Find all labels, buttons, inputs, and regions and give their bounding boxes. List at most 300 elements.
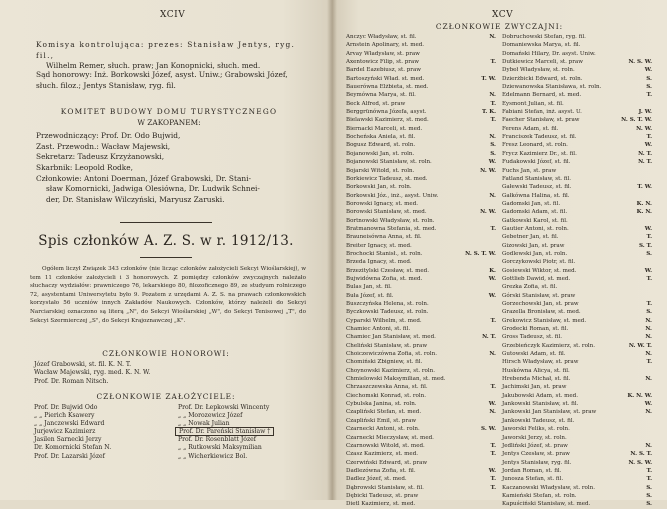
member-row [346,317,496,325]
member-row [502,33,652,41]
member-row [346,484,496,492]
member-name: Domański Hilary, Dr. asyst. Uniw. [502,50,596,57]
honorary-heading: CZŁONKOWIE HONOROWI: [102,349,230,358]
member-sections: T. W. [637,184,652,191]
member-sections: W. [488,159,496,166]
divider [140,257,192,258]
member-name: Gadomski Adam, st. fil. [502,209,568,216]
member-row [346,308,496,316]
member-name: Grodecki Roman, st. fil. [502,326,569,333]
member-sections: T. [490,100,496,107]
member-row [346,342,496,350]
member-name: Anczyc Władysław, st. fil. [346,34,417,40]
member-sections: N. T. [638,159,652,166]
member-sections: S. [490,142,496,149]
member-sections: N. S. T. W. [621,117,652,124]
member-row [502,350,652,358]
member-name: Brochocki Stanisł., st. roln. [346,250,423,257]
committee-line: Zast. Przewodn.: Wacław Majewski, [36,141,171,151]
member-row [502,267,652,275]
member-row [346,300,496,308]
member-row [502,175,652,183]
member-sections: T. [490,451,496,458]
member-sections: K. N. [636,209,652,216]
member-row [346,83,496,91]
member-name: Borkiewicz Tadeusz, st. med. [346,175,428,182]
member-name: Fatland Stanisław, st. fil. [502,175,572,182]
member-sections [494,66,496,74]
member-sections [494,392,496,400]
member-sections [650,434,652,442]
member-name: Godlewski Jan, st. roln. [502,250,568,257]
page-title: Spis członków A. Z. S. w r. 1912/13. [38,233,294,249]
list-item: „ „ Nowak Julian [178,420,230,428]
member-sections: W. [644,67,652,74]
member-name: Gross Tadeusz, st. fil. [502,334,562,341]
left-page [0,0,332,500]
member-name: Gautier Antoni, st. roln. [502,225,569,232]
member-name: Eysmont Julian, st. fil. [502,100,564,107]
member-sections: S. [646,309,652,316]
member-row [346,467,496,475]
member-sections: T. [646,134,652,141]
committee-subtitle: W ZAKOPANEM: [137,117,201,127]
ordinary-members-heading: CZŁONKOWIE ZWYCZAJNI: [435,22,564,31]
member-sections: T. [490,476,496,483]
member-name: Junosza Stefan, st. fil. [502,476,564,483]
member-name: Borkowski Jan, st. roln. [346,184,412,191]
member-row [346,325,496,333]
member-name: Jordan Roman, st. fil. [502,467,562,474]
member-sections: K. [489,267,496,274]
member-sections: T. [646,467,652,474]
member-row [346,275,496,283]
members-column-2 [502,33,652,509]
member-row [346,192,496,200]
member-row [502,450,652,458]
member-row [346,250,496,258]
member-sections: N. S. W. [628,459,652,466]
committee-line: Sekretarz: Tadeusz Krzyżanowski, [36,152,165,162]
member-name: Buła Józef, st. fil. [346,292,394,299]
member-row [346,283,496,291]
member-sections: S. [646,492,652,499]
member-row [502,158,652,166]
member-row [346,459,496,467]
member-name: Bocheńska Aniela, st. fil. [346,134,416,141]
member-name: Jankowski Tadeusz, st. fil. [502,417,575,424]
list-item: Jurjewicz Kazimierz [34,428,96,436]
member-sections [494,217,496,225]
member-name: Hrebenda Michał, st. fil. [502,376,571,383]
member-name: Cyparski Wilhelm, st. med. [346,317,422,324]
member-name: Dybeł Władysław, st. roln. [502,67,575,74]
members-column-1 [346,33,496,509]
member-row [502,375,652,383]
member-sections [494,125,496,133]
member-row [502,383,652,391]
member-name: Grezka Zofia, st. fil. [502,284,558,291]
founders-list-right [178,404,306,461]
founders-list-left [34,404,159,461]
member-sections: W. [488,467,496,474]
member-sections: N. [489,192,496,199]
member-name: Bauerówna Elżbieta, st. med. [346,84,429,91]
member-sections: N. W. [636,125,652,132]
member-name: Gałewski Tadeusz, st. fil. [502,184,572,191]
member-name: Breiter Ignacy, st. med. [346,242,412,249]
member-sections: T. [646,234,652,241]
member-sections: T. [646,92,652,99]
member-sections: N. S. W. [628,59,652,66]
committee-title: KOMITET BUDOWY DOMU TURYSTYCZNEGO [60,107,278,116]
member-sections: W. [644,267,652,274]
member-name: Grazella Bronisław, st. med. [502,309,581,316]
member-name: Choynowski Kazimierz, st. roln. [346,367,435,374]
member-name: Gadomski Jan, st. fil. [502,200,561,207]
member-sections: T. [490,117,496,124]
member-sections: T. [490,484,496,491]
member-name: Dziewanowska Stanisława, st. roln. [502,84,602,91]
member-row [346,233,496,241]
member-sections [494,459,496,467]
member-name: Axentowicz Filip, st. praw [346,59,419,66]
list-item: „ „ Morozewicz Józef [178,412,243,420]
committee-line: der, Dr. Stanisław Wilczyński, Maryusz Zaruski. [46,194,225,204]
member-row [502,392,652,400]
member-name: Czapliński Emil, st. praw [346,417,417,424]
member-sections [650,167,652,175]
member-row [502,141,652,149]
member-sections: S. [646,501,652,508]
member-row [502,434,652,442]
commission-line: Wilhelm Remer, słuch. praw; Jan Konopnicki, słuch. med. [46,61,261,71]
member-row [346,383,496,391]
member-sections: N. T. [482,334,496,341]
member-row [502,167,652,175]
member-sections: N. W. [480,167,496,174]
member-sections: W. [644,225,652,232]
member-sections: N. [645,409,652,416]
member-name: Gorzechowski Jan, st. praw [502,301,579,307]
commission-line: Komisya kontrolująca: prezes: Stanisław Jentys, ryg. fil., [36,40,296,60]
member-sections: T. [490,225,496,232]
member-row [502,367,652,375]
member-row [346,150,496,158]
member-sections: T. [490,442,496,449]
member-sections [494,258,496,266]
member-sections: W. [488,292,496,299]
list-item: „ „ Wicherkiewicz Bol. [178,452,248,460]
member-sections: T. K. [481,109,496,116]
commission-line: Sąd honorowy: Inż. Borkowski Józef, asyst. Uniw.; Grabowski Józef, słuch. filoz.; Jentys Stanisław, ryg. fil. [36,70,288,90]
member-sections: S. [646,84,652,91]
intro-paragraph: Ogółem liczył Związek 343 członków (nie licząc członków założycieli Sekcyi Wioślarskiej), w tem 11 członków założycieli i 3 honorowych. Z pomiędzy członków zwyczajnych należało słuchaczy wydziałów: prawniczego 76, lekarskiego 80, filozoficznego 89, ze studyum rolniczego 72, asystentami Uniwersytetu było 9. Pozatem z urzędami A. Z. S. na prawach członkowskich korzystało 56 uczniów innych Zakładów Naukowych. Członków, którzy należeli do Sekcyi Narciarskiej oznaczono są literą „N", do Sekcyi Wioślarskiej „W", do Sekcyi Tenisowej „T", do Sekcyi Szermierczej „S", do Sekcyi Krajoznawczej „K". [30,266,306,324]
member-row [502,108,652,116]
member-name: Grekowicz Stanisław, st. med. [502,317,587,324]
honorary-list [34,361,150,386]
member-name: Chmielowski Maksymilian, st. med. [346,376,446,383]
member-row [502,400,652,408]
member-row [502,317,652,325]
member-row [346,116,496,124]
list-item: Jasilen Sarnecki Jerzy [34,436,102,444]
member-sections: K. N. [636,200,652,207]
member-name: Dąbrowski Stanisław, st. fil. [346,484,424,491]
member-row [502,475,652,483]
committee-line: Przewodniczący: Prof. Dr. Odo Bujwid, [36,131,181,141]
member-sections [494,367,496,375]
member-row [346,75,496,83]
member-sections: K. N. W. [627,392,652,399]
member-name: Czerwiński Edward, st. praw [346,459,428,466]
member-name: Czarnecki Mieczysław, st. med. [346,434,434,441]
member-sections [650,383,652,391]
member-sections [494,358,496,366]
member-sections: N. [489,134,496,141]
member-name: Jedliński Józef, st. praw [502,442,568,449]
member-row [346,358,496,366]
member-sections: N. [645,351,652,358]
member-sections: N. [645,326,652,333]
member-name: Jankowski Jan Stanisław, st. praw [502,409,597,416]
member-sections: S. T. [638,242,652,249]
member-row [346,258,496,266]
list-item: Prof. Dr. Roman Nitsch. [34,377,109,385]
member-sections: N. [645,376,652,383]
list-item-boxed: Prof. Dr. Pareński Stanisław † [178,428,306,436]
member-sections: N. S. T. W. [465,250,496,257]
member-sections: T. [490,384,496,391]
member-row [346,133,496,141]
member-name: Cybulska Janina, st. roln. [346,401,417,408]
member-sections [650,33,652,41]
founders-heading: CZŁONKOWIE ZAŁOŻYCIELE: [96,392,236,401]
member-row [502,408,652,416]
member-name: Czarnowski Witold, st. med. [346,442,425,449]
member-name: Borkowski Józ., inż., asyst. Uniw. [346,192,439,199]
member-sections [650,192,652,200]
member-sections: S. W. [481,426,496,433]
member-row [346,225,496,233]
member-row [346,434,496,442]
member-row [346,41,496,49]
member-sections: T. [646,476,652,483]
member-row [346,33,496,41]
member-row [502,358,652,366]
member-row [502,442,652,450]
member-name: Borowski Ignacy, st. med. [346,200,419,207]
member-row [502,308,652,316]
right-page [332,0,667,508]
member-name: Bogusz Edward, st. roln. [346,142,416,149]
member-name: Edelmann Bernard, st. med. [502,92,582,99]
member-name: Arnstein Apolinary, st. med. [346,42,425,49]
member-name: Brauneisówna Anna, st. fil. [346,234,422,241]
member-row [346,442,496,450]
member-row [346,242,496,250]
member-sections: S. [646,75,652,82]
member-row [346,175,496,183]
member-sections [494,283,496,291]
member-name: Beymówna Marya, st. fil. [346,92,416,99]
member-sections [494,183,496,191]
member-sections: N. [645,334,652,341]
member-row [502,150,652,158]
member-sections [494,83,496,91]
member-name: Fabiani Stefan, inż. asyst. U. [502,109,582,116]
member-sections [494,300,496,308]
member-sections: S. [490,150,496,157]
member-sections [650,41,652,49]
member-name: Bojanowski Stanisław, st. roln. [346,159,432,166]
member-row [502,58,652,66]
member-sections: N. [645,317,652,324]
member-sections: T. [646,359,652,366]
list-item: „ „ Janczewski Edward [34,420,105,428]
member-sections: W. [488,401,496,408]
member-name: Jentys Stanisław, ryg. fil. [502,459,572,466]
member-name: Dietl Kazimierz, st. med. [346,501,416,508]
member-sections: J. W. [638,109,652,116]
member-name: Fuchs Jan, st. praw [502,167,557,174]
member-sections: S. [646,250,652,257]
member-name: Chomiński Zbigniew, st. fil. [346,359,423,366]
member-sections [494,175,496,183]
member-sections: N. T. [638,150,652,157]
member-row [502,467,652,475]
member-row [502,91,652,99]
member-sections: W. [644,142,652,149]
member-name: Arvay Władysław, st. praw [346,50,420,57]
member-sections: S. [646,484,652,491]
member-row [502,183,652,191]
member-row [502,50,652,58]
member-name: Bulas Jan, st. fil. [346,284,392,291]
member-name: Frycz Kazimierz Dr., st. fil. [502,150,577,157]
member-row [502,250,652,258]
member-name: Faecher Stanisław, st. praw [502,117,580,124]
member-sections [494,417,496,425]
member-sections [494,342,496,350]
member-name: Borowski Stanisław, st. med. [346,209,427,216]
member-sections [494,434,496,442]
page-number-left: XCIV [160,10,186,20]
member-sections: T. [646,275,652,282]
member-name: Dadlezówna Zofia, st. fil. [346,467,416,474]
member-name: Fudakowski Józef, st. fil. [502,159,571,166]
member-row [346,500,496,508]
member-sections [650,283,652,291]
member-name: Dębicki Tadeusz, st. praw [346,492,419,499]
member-name: Bojarski Witold, st. roln. [346,167,415,174]
member-row [502,217,652,225]
member-name: Gałkówna Halina, st. fil. [502,192,570,199]
member-sections [650,258,652,266]
member-row [346,492,496,500]
member-name: Bortnowski Władysław, st. roln. [346,217,435,224]
member-row [502,325,652,333]
member-sections [494,375,496,383]
member-name: Jakubowski Adam, st. med. [502,392,578,399]
member-row [346,350,496,358]
list-item: Prof. Dr. Rosenblatt Józef [178,436,257,444]
member-name: Jachimski Jan, st. praw [502,384,567,391]
member-name: Czarnecki Antoni, st. roln. [346,426,420,433]
member-sections: T. [490,317,496,324]
member-name: Bojanowski Jan, st. roln. [346,150,415,157]
member-row [346,425,496,433]
list-item: Wacław Majewski, ryg. med. K. N. W. [34,369,151,377]
member-row [346,208,496,216]
member-name: Jentys Czesław, st. praw [502,451,570,458]
member-sections: N. W. [480,209,496,216]
member-row [346,100,496,108]
member-name: Gorczykowski Piotr, st. fil. [502,259,576,266]
honor-court [36,70,302,91]
member-name: Biernacki Marceli, st. med. [346,125,423,132]
member-sections [494,492,496,500]
member-row [502,417,652,425]
member-sections: N. W. T. [628,342,652,349]
list-item: Józef Grabowski, st. fil. K. N. T. [34,361,132,368]
member-sections [494,500,496,508]
member-name: Kapuściński Stanisław, st. med. [502,501,591,508]
member-row [502,258,652,266]
member-name: Gutowski Adam, st. fil. [502,351,566,358]
member-name: Bardel Eazebiusz, st. praw [346,67,422,74]
page-number-right: XCV [492,10,514,20]
member-name: Kaczanowski Władysław, st. roln. [502,484,595,491]
building-committee [36,107,302,205]
member-name: Bartoszyński Wład. st. med. [346,75,425,82]
member-name: Dadlez Józef, st. med. [346,476,407,483]
member-row [502,492,652,500]
member-name: Bratmanowna Stefania, st. med. [346,225,437,232]
member-name: Gottlieb Dawid, st. med. [502,275,571,282]
member-row [502,242,652,250]
member-row [502,425,652,433]
member-row [502,83,652,91]
member-sections: N. [489,34,496,40]
member-name: Franciszek Tadeusz, st. fil. [502,134,577,141]
member-name: Berggrünówna Józefa, asyst. [346,109,427,116]
member-sections [494,50,496,58]
member-sections [494,325,496,333]
member-name: Dzierżbicki Edward, st. roln. [502,75,583,82]
member-name: Brzeda Ignacy, st. med. [346,259,412,266]
member-row [502,275,652,283]
member-sections [494,308,496,316]
member-name: Bujwidówna Zofia, st. med. [346,275,423,282]
member-sections: N. [489,92,496,99]
member-row [502,225,652,233]
member-row [502,75,652,83]
member-row [502,459,652,467]
member-row [502,300,652,308]
member-row [502,233,652,241]
member-name: Hirsch Władysław, st. praw [502,359,579,366]
member-sections [650,425,652,433]
member-row [502,500,652,508]
member-row [502,200,652,208]
member-name: Fresz Leonard, st. roln. [502,142,568,149]
member-name: Huskówna Alicya, st. fil. [502,367,570,374]
member-row [346,200,496,208]
member-name: Jaworski Jerzy, st. roln. [502,434,567,441]
member-row [346,292,496,300]
member-name: Byczkowski Tadeusz, st. roln. [346,309,429,316]
